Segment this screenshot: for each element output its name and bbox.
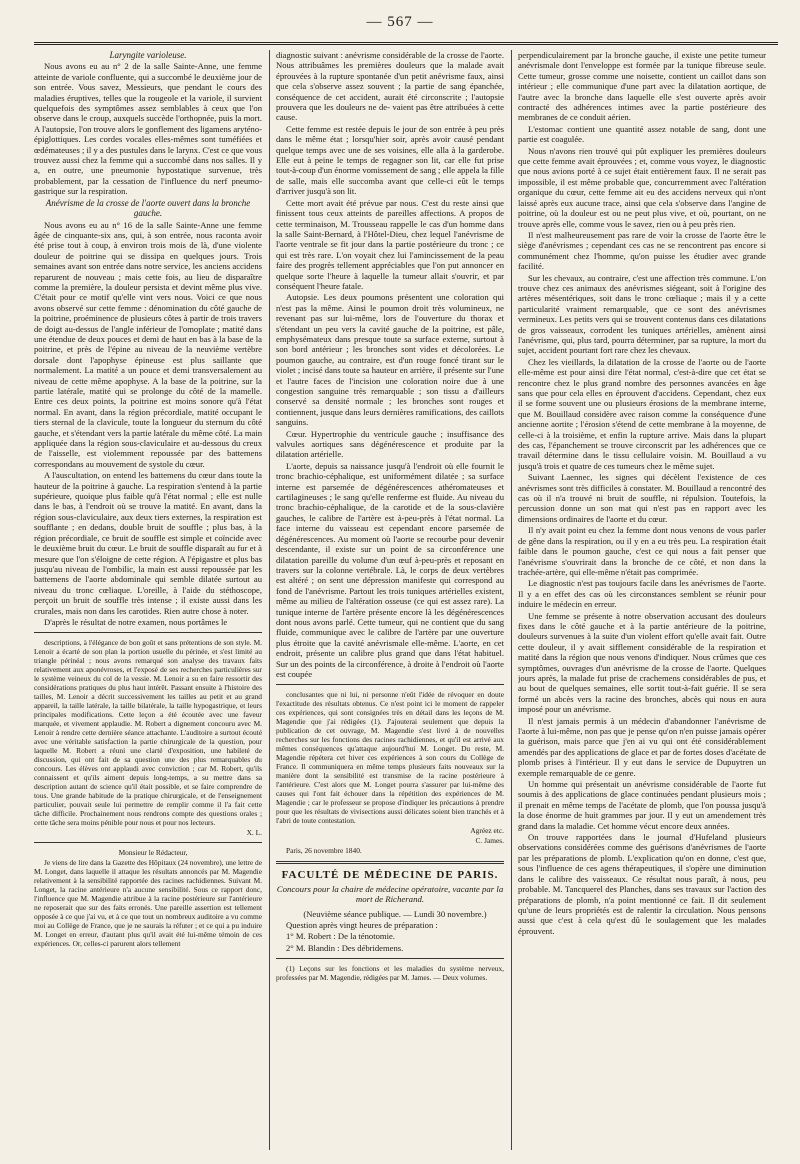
column-2 — [276, 50, 504, 1155]
divider — [34, 842, 262, 843]
letter-close: Agréez etc. — [470, 826, 504, 836]
paragraph: Nous n'avons rien trouvé qui pût expliquer les premières douleurs que cette femme avait éprouvées ; et, comme vous voyez, le diagnostic que nous avions porté à ce sujet était entièrement faux. Il ne serait pas impossible, il est même probable que, concurremment avec l'altération organique du cœur, cette femme ait eu des accidens nerveux qui n'ont laissé après eux aucune trace, ainsi que cela s'observe dans l'angine de poitrine, où la douleur est ou ne peut plus vive, et où, pourtant, on ne trouve après elle, comme vous le savez, rien ou à peu près rien. — [518, 145, 766, 229]
paragraph: Nous avons eu au n° 16 de la salle Sainte-Anne une femme âgée de cinquante-six ans, qui, à son entrée, nous raconta avoir été prise tout à coup, à environ trois mois de là, d'une violente douleur de poitrine qui se dissipa en quelques jours. Trois semaines avant son entrée dans notre service, les anciens accidens reparurent de nouveau ; mais cette fois, au lieu de disparaître comme la première, la douleur persista et devint même plus vive. C'était pour ce motif qu'elle vint vers nous. Voici ce que nous avons observé sur cette femme : dénomination du côté gauche de la poitrine, proéminence de plusieurs côtes à partir de trois travers de doigt au-dessus de l'angle inférieur de l'omoplate ; matité dans une étendue de deux pouces et demi de haut en bas à la base de la poitrine, et près de l'épine au niveau de la neuvième vertèbre dorsale dont l'apophyse épineuse est plus saillante que normalement. La matité a un pouce et demi transversalement au niveau de cette même apophyse. A la base de la poitrine, sur la partie latérale, matité qui se prolonge du côté de la mamelle. Entre ces deux points, la poitrine est moins sonore qu'à l'état normal. En avant, dans la région précordiale, matité occupant le tiers sternal de la clavicule, toute la longueur du sternum du côté gauche, et s'étendant vers la partie latérale du même côté. La main appliquée dans la région sous-claviculaire et au-dessous du creux de l'aisselle, est violemment repoussée par des battemens correspondans au mouvement de systole du cœur. — [34, 219, 262, 469]
paragraph: Un homme qui présentait un anévrisme considérable de l'aorte fut soumis à des applications de glace continuées pendant plusieurs mois ; il prenait en même temps de l'acétate de plomb, que l'on poussa jusqu'à la dose énorme de huit grammes par jour. Il y eut un amendement très grand dans la maladie. Cet homme vécut encore deux années. — [518, 779, 766, 831]
paragraph: Il n'y avait point eu chez la femme dont nous venons de vous parler de gêne dans la respiration, ou il y en a eu très peu. La respiration était faible dans le poumon gauche, c'est ce qui nous a fait penser que l'anévrisme s'ouvrirait dans la bronche de ce côté, et non dans la trachée-artère, qui elle-même n'était pas comprimée. — [518, 525, 766, 577]
paragraph: A l'auscultation, on entend les battemens du cœur dans toute la hauteur de la poitrine à gauche. La respiration s'entend à la partie supérieure, quoique plus faible qu'à l'état normal ; elle est nulle dans le bas, à l'endroit où se trouve la matité. En avant, dans la région sous-claviculaire, aux deux tiers externes, la respiration est soufflante ; en dedans, double bruit de souffle ; plus bas, à la région précordiale, ce bruit de souffle est simple et coïncide avec le deuxième bruit du cœur. Le bruit de souffle disparaît au fur et à mesure que l'on s'éloigne de cette région. A l'épigastre et plus bas jusqu'au niveau de l'ombilic, la main est aussi repoussée par les battemens de l'aorte abdominale qui semble dilatée surtout au niveau du tronc cœliaque. L'oreille, à l'aide du stéthoscope, perçoit un bruit de souffle très intense ; il existe aussi dans les crurales, mais non dans les carotides. Rien autre chose à noter. — [34, 470, 262, 616]
paragraph-autopsie: Autopsie. Les deux poumons présentent une coloration qui n'est pas la même. Ainsi le poumon droit très volumineux, ne revenant pas sur lui-même, lors de l'ouverture du thorax et s'étendant un peu vers la cavité gauche de la poitrine, est pâle, emphysémateux dans presque toute sa surface externe, surtout à son bord antérieur ; les bronches sont vides et décolorées. Le poumon gauche, au contraire, est d'un rouge foncé tirant sur le violet ; incisé dans toute sa hauteur en arrière, il présente sur l'une et l'autre faces de l'incision une coloration noire due à une congestion sanguine très remarquable ; son tissu a d'ailleurs conservé sa densité normale ; les bronches sont rouges et contiennent, jusque dans leurs dernières ramifications, des caillots sanguins. — [276, 292, 504, 428]
question-line: Question après vingt heures de préparation : — [286, 920, 438, 930]
paragraph: perpendiculairement par la bronche gauche, il existe une petite tumeur anévrismale dont l'enveloppe est formée par la tunique fibreuse seule. Cette tumeur, grosse comme une noisette, contient un caillot dans son intérieur ; elle communique d'une part avec la dilatation aortique, de l'autre avec la bronche dans laquelle elle s'est ouverte après avoir contracté des adhérences intimes avec la partie postérieure des membranes de ce conduit aérien. — [518, 50, 766, 123]
letter-continuation: conclusantes que ni lui, ni personne n'eût l'idée de révoquer en doute l'exactitude des résultats obtenus. Ce n'est point ici le moment de rappeler ces expériences, qui sont consignées très en détail dans les leçons de M. Magendie que j'ai rédigées (1). J'ajouterai seulement que depuis la publication de cet ouvrage, M. Magendie s'est livré à de nouvelles recherches sur les fonctions des racines rachidiennes, et qu'il est arrivé aux mêmes conséquences qu'attaque aujourd'hui M. Longet. Du reste, M. Magendie répétera cet hiver ces expériences à son cours du Collège de France. Il communiquera en même temps plusieurs faits nouveaux sur la manière dont la sensibilité est transmise de la racine postérieure à l'antérieure. C'est alors que M. Longet pourra s'assurer par lui-même des causes qui l'ont fait échouer dans la répétition des expériences de M. Magendie ; car le professeur se propose d'indiquer les précautions à prendre pour que les résultats de vivisections aussi délicates soient bien tranchés et à l'abri de toute contestation. — [276, 690, 504, 826]
feuilleton-note: descriptions, à l'élégance de bon goût et sans prétentions de son style. M. Lenoir a écarté de son plan la portion usuelle du périnée, et s'est limité au triangle périnéal ; nous avons remarqué son analyse des travaux faits relativement aux aponévroses, et l'exposé de ses recherches particulières sur le système veineux du col de la vessie. M. Lenoir a su en faire ressortir des considérations pratiques du plus haut intérêt. Passant ensuite à l'histoire des tailles, M. Lenoir a décrit successivement les tailles au petit et au grand appareil, la taille latérale, la taille bilatérale, la taille hypogastrique, et leurs principales modifications. Cette leçon a été écoutée avec une faveur marquée, et vivement applaudie. M. Robert a dignement concouru avec M. Lenoir à rendre cette dernière séance attachante. L'auditoire a surtout écouté avec une véritable satisfaction la partie chirurgicale de la question, pour laquelle M. Robert a réuni une clarté d'exposition, une habileté de discussion, qui ont fait de sa question une des plus remarquables du concours. Les élèves ont applaudi avec conviction ; car M. Robert, qu'ils connaissent et qu'ils aiment depuis long-temps, a su mettre dans sa description autant de science qu'il était possible, et se faire comprendre de tous. Une grande habitude de la pratique chirurgicale, et de l'enseignement particulier, pouvait seule lui permettre de remplir comme il l'a fait cette tâche difficile. Prochainement nous rendrons compte des questions orales ; cette tâche sera moins pénible pour nous et pour nos lecteurs. — [34, 638, 262, 828]
paragraph: On trouve rapportées dans le journal d'Hufeland plusieurs observations considérées comme des guérisons d'anévrismes de l'aorte par les préparations de plomb. L'explication qu'on en donne, c'est que, sous l'influence de ces agens thérapeutiques, il s'opère une diminution dans le calibre des vaisseaux. Ce résultat nous paraît, à nous, peu probable. M. Tancquerel des Planches, dans ses travaux sur l'action des préparations de plomb, n'a point mentionné ce fait. Il dit seulement qu'une de leurs propriétés est de ralentir la circulation. Nous pensons aussi que c'est à cela qu'est dû le soulagement que les malades éprouvent. — [518, 832, 766, 936]
column-3 — [518, 50, 766, 1155]
column-1 — [34, 50, 262, 1155]
concours-subtitle: Concours pour la chaire de médecine opératoire, vacante par la mort de Richerand. — [276, 883, 504, 905]
paragraph: diagnostic suivant : anévrisme considérable de la crosse de l'aorte. Nous attribuâmes les premières douleurs que la malade avait éprouvées à la rupture spontanée d'un petit anévrisme faux, ainsi que cela s'observe assez souvent ; la partie de sang épanchée, conséquence de cet accident, aurait été circonscrite ; l'autopsie prouvera que les douleurs ne de- vaient pas être attribuées à cette cause. — [276, 50, 504, 123]
paragraph-coeur: Cœur. Hypertrophie du ventricule gauche ; insuffisance des valvules aortiques sans dégénérescence et produite par la dilatation artérielle. — [276, 428, 504, 460]
paragraph: Cette mort avait été prévue par nous. C'est du reste ainsi que finissent tous ceux atteints de pareilles affections. A propos de cette terminaison, M. Trousseau rappelle le cas d'un homme dans la salle Saint-Bernard, à l'Hôtel-Dieu, chez lequel l'anévrisme de l'aorte ventrale se fit jour dans la partie postérieure du tronc ; ce qui est très rare. L'on voyait chez lui l'amincissement de la peau faire des progrès tellement appréciables que l'on put annoncer en quelque sorte l'heure à laquelle la tumeur allait s'ouvrir, et par conséquent l'heure fatale. — [276, 197, 504, 291]
paragraph: Chez les vieillards, la dilatation de la crosse de l'aorte ou de l'aorte elle-même est pour ainsi dire l'état normal, c'est-à-dire que cet état se rencontre chez le plus grand nombre des personnes avancées en âge sans que pour cela elles en éprouvent d'accidens. Cependant, chez eux il se forme souvent une ou plusieurs érosions de la membrane interne, que M. Bouillaud considère avec raison comme la conséquence d'une ancienne aortite ; l'érosion s'étend de cette membrane à la moyenne, de celle-ci à la troisième, et enfin la rupture arrive. Mais dans la plupart des cas, l'épanchement se trouve circonscrit par les adhérences que ce travail détermine dans le tissu cellulaire voisin. M. Bouillaud a vu jusqu'à trois et quatre de ces tumeurs chez le même sujet. — [518, 356, 766, 471]
footnote: (1) Leçons sur les fonctions et les maladies du système nerveux, professées par M. Magendie, rédigées par M. James. — Deux volumes. — [276, 964, 504, 983]
paragraph: Il n'est jamais permis à un médecin d'abandonner l'anévrisme de l'aorte à lui-même, non pas que je pense qu'on n'en puisse jamais opérer la guérison, mais parce que j'en ai vu qui ont été considérablement amendés par des applications de glace et par de fortes doses d'acétate de plomb prises à l'intérieur. Il y eut dans le service de Dupuytren un exemple remarquable de ce genre. — [518, 715, 766, 778]
page-number: — 567 — — [366, 14, 434, 30]
column-separator — [269, 50, 270, 1150]
paragraph: Le diagnostic n'est pas toujours facile dans les anévrismes de l'aorte. Il y a en effet des cas où les circonstances semblent se réunir pour induire le médecin en erreur. — [518, 578, 766, 610]
column-separator — [511, 50, 512, 1150]
seance-line: (Neuvième séance publique. — Lundi 30 novembre.) — [303, 908, 487, 919]
note-signature: X. L. — [246, 828, 262, 838]
question-item-1: 1° M. Robert : De la ténotomie. — [286, 931, 395, 942]
paragraph-aorte: L'aorte, depuis sa naissance jusqu'à l'endroit où elle fournit le tronc brachio-céphalique, est uniformément dilatée ; sa surface interne est parsemée de dégénérescences athéromateuses et cartilagineuses ; le sang qu'elle renferme est fluide. Au niveau du tronc brachio-céphalique, de la carotide et de la sous-clavière gauches, le calibre de l'artère est à-peu-près à l'état normal. La face interne du vaisseau est cependant encore parsemée de dégénérescences. Au moment où l'aorte se recourbe pour devenir descendante, il existe sur un point de sa circonférence une dilatation pareille du volume d'un œuf à-peu-près et reposant en travers sur la colonne vertébrale. Là, le corps de deux vertèbres est altéré ; on sent une dépression manifeste qui correspond au fond de l'anévrisme. Partout les trois tuniques artérielles existent, même au milieu de l'altération osseuse (ce qui est assez rare). La tunique interne de l'artère présente encore là les dégénérescences dont nous avons parlé. Cette tumeur, qui ne contient que du sang fluide, communique avec le calibre de l'artère par une ouverture plus étroite que la cavité anévrismale elle-même. L'aorte, en cet endroit, présente un calibre plus grand que dans l'état habituel. Sur un des points de la circonférence, à droite à l'endroit où l'aorte est coupée — [276, 460, 504, 679]
paragraph: D'après le résultat de notre examen, nous portâmes le — [44, 616, 228, 627]
paragraph: Sur les chevaux, au contraire, c'est une affection très commune. L'on trouve chez ces animaux des anévrismes siégeant, soit à l'origine des artères mésentériques, soit dans le tronc cœliaque ; mais il y a cette particularité vraiment remarquable, que ce sont des anévrismes vermineux. Les petits vers qui se trouvent contenus dans ces dilatations de gros vaisseaux, corrodent les tuniques artérielles, amènent ainsi l'anévrisme, qui, plus tard, pourra déterminer, par sa rupture, la mort du sujet, accident pourtant fort rare chez les chevaux. — [518, 272, 766, 356]
question-item-2: 2° M. Blandin : Des débridemens. — [286, 942, 404, 953]
letter-salutation: Monsieur le Rédacteur, — [118, 848, 188, 858]
divider — [276, 684, 504, 685]
paragraph: Nous avons eu au n° 2 de la salle Sainte-Anne, une femme atteinte de variole confluente, qui a succombé le deuxième jour de son entrée. Vous savez, Messieurs, que pendant le cours des maladies éruptives, telles que la rougeole et la variole, il survient quelquefois des symptômes assez semblables à ceux que l'on observe dans le croup, auxquels succède l'orthopnée, puis la mort. A l'autopsie, l'on trouve alors le gonflement des ligamens aryténo-épiglottiques. Les cordes vocales elles-mêmes sont tuméfiées et œdémateuses ; il y a des pustules dans le larynx. C'est ce que vous trouvez aussi chez la femme qui a succombé dans nos salles. Il y a, en outre, une pneumonie hypostatique survenue, très probablement, par la cessation de l'influence du nerf pneumo-gastrique sur la respiration. — [34, 61, 262, 197]
double-divider — [276, 861, 504, 864]
heading-laryngite: Laryngite varioleuse. — [109, 50, 187, 60]
divider — [276, 958, 504, 959]
paragraph: L'estomac contient une quantité assez notable de sang, dont une partie est coagulée. — [518, 123, 766, 145]
letter-signature: C. James. — [475, 836, 504, 846]
paragraph: Une femme se présente à notre observation accusant des douleurs fixes dans le côté gauche et à la partie antérieure de la poitrine, douleurs survenues à la suite d'un violent effort qu'elle avait fait. Outre cette douleur, il y avait sifflement considérable de la respiration et matité dans la région que nous venons d'indiquer. Nous crûmes que ces symptômes, ouvrages d'un anévrisme de la crosse de l'aorte. Quelques jours après, la malade fut prise de crachemens considérables de pus, et au bout de quelques semaines, elle sortit tout-à-fait guérie. Il se sera formé un abcès vers la racine des bronches, abcès qui nous en aura imposé pour un anévrisme. — [518, 610, 766, 715]
heading-anevrisme: Anévrisme de la crosse de l'aorte ouvert dans la bronche gauche. — [45, 197, 251, 219]
paragraph: Cette femme est restée depuis le jour de son entrée à peu près dans le même état ; lorsqu'hier soir, après avoir causé pendant quelque temps avec une de ses voisines, elle alla à la garderobe. Elle eut à peine le temps de regagner son lit, car elle fut prise tout-à-coup d'un énorme vomissement de sang ; elle appela la fille de salle, mais elle succomba avant que celle-ci eût le temps d'arriver jusqu'à son lit. — [276, 123, 504, 197]
divider — [34, 632, 262, 633]
letter-date: Paris, 26 novembre 1840. — [286, 846, 362, 856]
paragraph: Il n'est malheureusement pas rare de voir la crosse de l'aorte être le siège d'anévrismes ; cependant ces cas ne se rencontrent pas encore si communément chez l'homme, qu'on puisse les étudier avec grande facilité. — [518, 229, 766, 272]
letter-body: Je viens de lire dans la Gazette des Hôpitaux (24 novembre), une lettre de M. Longet, dans laquelle il attaque les résultats annoncés par M. Magendie relativement à la sensibilité rapportée des racines rachidiennes. Suivant M. Longet, la racine antérieure n'a aucune sensibilité. Sous ce rapport donc, l'influence que M. Magendie attribue à la racine postérieure sur l'antérieure ne reposerait que sur des faits erronés. Une pareille assertion est tellement opposée à ce que j'ai vu, et à ce que tout un nombreux auditoire a vu comme moi au Collège de France, que je ne saurais la réfuter ; et ce qui a pu induire M. Longet en erreur, d'autant plus qu'il avait été lui-même témoin de ces expériences. Or, celles-ci parurent alors tellement — [34, 858, 262, 949]
paragraph: Suivant Laennec, les signes qui décèlent l'existence de ces anévrismes sont très difficiles à constater. M. Bouillaud a rencontré des cas où il n'a trouvé ni bruit de souffle, ni répulsion. Toutefois, la percussion donne un son mat qui n'est pas en rapport avec les dimensions ordinaires de l'aorte et du cœur. — [518, 472, 766, 524]
top-rule — [34, 42, 778, 45]
section-title-faculte: FACULTÉ DE MÉDECINE DE PARIS. — [281, 869, 499, 882]
